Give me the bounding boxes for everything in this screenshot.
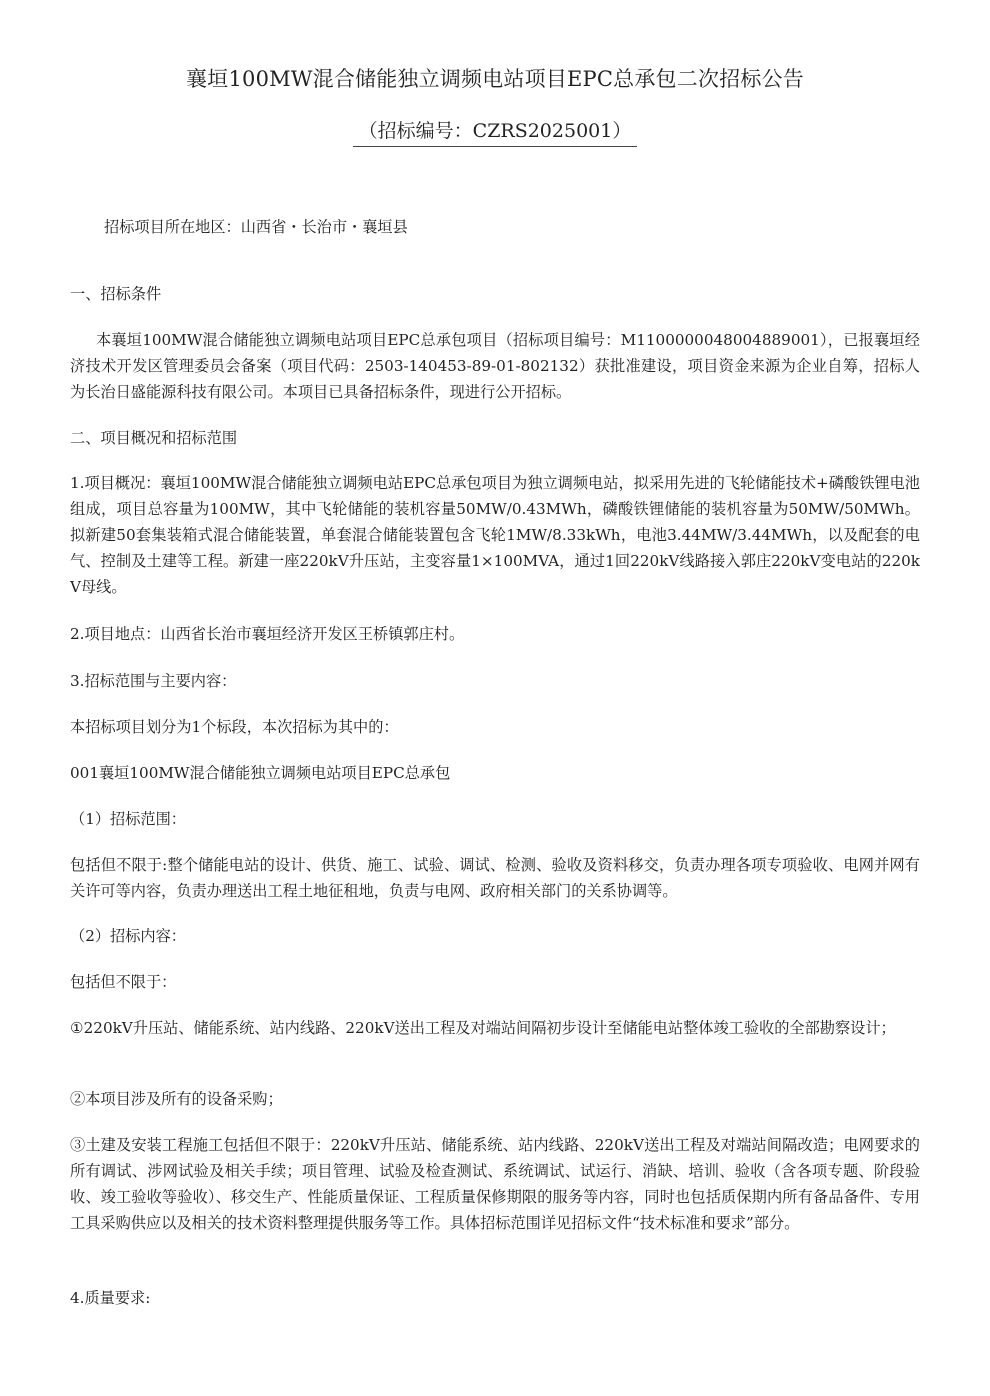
bid-number xyxy=(0,117,990,147)
section-heading-overview: 二、项目概况和招标范围 xyxy=(70,429,238,447)
scope-content-intro: 包括但不限于： xyxy=(70,973,177,991)
project-location: 2.项目地点：山西省长治市襄垣经济开发区王桥镇郭庄村。 xyxy=(70,625,465,643)
document-title: 襄垣100MW混合储能独立调频电站项目EPC总承包二次招标公告 xyxy=(186,67,804,91)
section-body-conditions: 本襄垣100MW混合储能独立调频电站项目EPC总承包项目（招标项目编号：M1100000048004889001），已报襄垣经济技术开发区管理委员会备案（项目代码：2503-140453-89-01-802132）获批准建设，项目资金来源为企业自筹，招标人为长治日盛能源科技有限公司。本项目已具备招标条件，现进行公开招标。 xyxy=(70,331,920,401)
bid-number-text: （招标编号：CZRS2025001） xyxy=(353,117,638,147)
scope-item-construction: ③土建及安装工程施工包括但不限于：220kV升压站、储能系统、站内线路、220kV送出工程及对端站间隔改造；电网要求的所有调试、涉网试验及相关手续；项目管理、试验及检查测试、系统调试、试运行、消缺、培训、验收（含各项专题、阶段验收、竣工验收等验收）、移交生产、性能质量保证、工程质量保修期限的服务等内容，同时也包括质保期内所有备品备件、专用工具采购供应以及相关的技术资料整理提供服务等工作。具体招标范围详见招标文件“技术标准和要求”部分。 xyxy=(70,1136,920,1232)
scope-item-procurement: ②本项目涉及所有的设备采购； xyxy=(70,1090,283,1108)
section-heading-conditions: 一、招标条件 xyxy=(70,285,162,303)
scope-subheading-content: （2）招标内容： xyxy=(70,927,186,945)
region-line: 招标项目所在地区：山西省・长治市・襄垣县 xyxy=(104,218,408,236)
quality-heading: 4.质量要求: xyxy=(70,1289,151,1307)
scope-subheading-range: （1）招标范围： xyxy=(70,810,186,828)
project-overview: 1.项目概况：襄垣100MW混合储能独立调频电站EPC总承包项目为独立调频电站，拟采用先进的飞轮储能技术+磷酸铁锂电池组成，项目总容量为100MW，其中飞轮储能的装机容量50MW/0.43MWh，磷酸铁锂储能的装机容量为50MW/50MWh。拟新建50套集装箱式混合储能装置，单套混合储能装置包含飞轮1MW/8.33kWh，电池3.44MW/3.44MWh，以及配套的电气、控制及土建等工程。新建一座220kV升压站，主变容量1×100MVA，通过1回220kV线路接入郭庄220kV变电站的220kV母线。 xyxy=(70,474,920,596)
lots-line: 本招标项目划分为1个标段，本次招标为其中的： xyxy=(70,718,399,736)
scope-heading: 3.招标范围与主要内容： xyxy=(70,672,237,690)
lot-name: 001襄垣100MW混合储能独立调频电站项目EPC总承包 xyxy=(70,764,451,782)
scope-item-design: ①220kV升压站、储能系统、站内线路、220kV送出工程及对端站间隔初步设计至储能电站整体竣工验收的全部勘察设计； xyxy=(70,1019,896,1037)
scope-range-body: 包括但不限于:整个储能电站的设计、供货、施工、试验、调试、检测、验收及资料移交，负责办理各项专项验收、电网并网有关许可等内容，负责办理送出工程土地征租地，负责与电网、政府相关部门的关系协调等。 xyxy=(70,856,920,900)
